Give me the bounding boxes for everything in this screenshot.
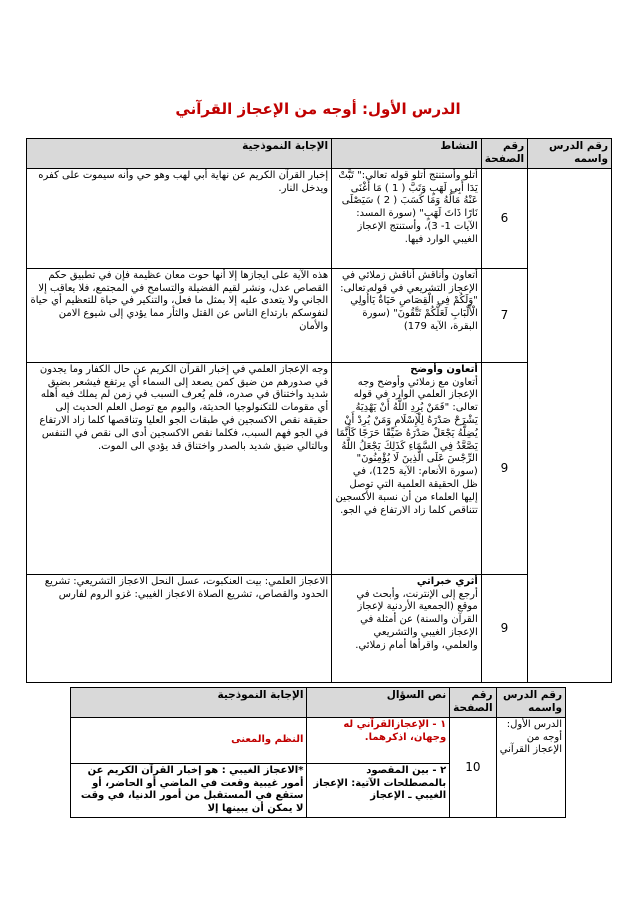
page-cell: 6 (481, 168, 527, 268)
header-question: نص السؤال (307, 688, 450, 718)
header-activity: النشاط (332, 139, 482, 169)
header-page: رقم الصفحة (450, 688, 496, 718)
table-row (27, 574, 612, 682)
table-row (27, 268, 612, 362)
header-lesson: رقم الدرس واسمه (496, 688, 565, 718)
activity-cell (332, 574, 482, 682)
header-lesson: رقم الدرس واسمه (528, 139, 612, 169)
question-cell: ٢ - بين المقصود بالمصطلحات الآتية: الإعجاز الغيبي ـ الإعجاز (307, 763, 450, 817)
header-answer: الإجابة النموذجية (71, 688, 307, 718)
activity-cell (332, 268, 482, 362)
table-header-row (27, 139, 612, 169)
answer-cell: إخبار القرآن الكريم عن نهاية أبي لهب وهو حي وأنه سيموت على كفره ويدخل النار. (27, 168, 332, 268)
activity-cell (332, 168, 482, 268)
activity-text: أتلو وأستنتج أتلو قوله تعالى:" تَبَّتْ يَدَا أَبِي لَهَبٍ وَتَبَّ ( 1 ) مَا أَغْنَى عَنْهُ مَالُهُ وَمَا كَسَبَ ( 2 ) سَيَصْلَى نَارًا ذَاتَ لَهَبٍ" (سورة المسد: الآيات 1- 3)، وأستنتج الإعجاز الغيبي الوارد فيها. (338, 169, 478, 245)
activity-text: أرجع إلى الإنترنت، وأبحث في موقع (الجمعية الأردنية لإعجاز القرآن والسنة) عن أمثلة في الإعجاز الغيبي والتشريعي والعلمي، واقرأها أمام زملائي. (355, 588, 478, 651)
questions-table (70, 687, 566, 818)
table-header-row (71, 688, 566, 718)
table-row (71, 717, 566, 763)
answer-cell: وجه الإعجاز العلمي في إخبار القرآن الكريم عن حال الكفار وما يجدون في صدورهم من ضيق كمن يصعد إلى السماء أي يرتفع فيشعر بضيق شديد واختناق في صدره، فلم يُعرف السبب في زمن لم يملك فيه أهله أي مقومات للتكنولوجيا الحديثة، واليوم مع توصل العلم الحديث إلى حقيقة نقص الاكسجين في طبقات الجو العليا وتناقصها كلما زاد الارتفاع في الجو فهم السبب، فكلما نقص الاكسجين أدى الى نقص في التنفس وبالتالي ضيق شديد بالصدر واختناق قد يؤدي الى الموت. (27, 362, 332, 574)
header-answer: الإجابة النموذجية (27, 139, 332, 169)
activity-title: أتعاون وأوضح (410, 363, 478, 375)
activity-title: أثري خبراتي (416, 575, 478, 587)
answer-cell: هذه الآية على ايجازها إلا أنها حوت معان عظيمة فإن في تطبيق حكم القصاص عدل، ونشر لقيم الفضيلة والتسامح في المجتمع، فلا يعاقب إلا الجاني ولا يتعدى عليه إلا بمثل ما فعل، والتنكير في حياة للتعظيم أي حياة لنفوسكم بارتداع الناس عن القتل والثأر مما يؤدي إلى شيوع الامن والأمان (27, 268, 332, 362)
answer-cell: الاعجاز العلمي: بيت العنكبوت، عسل النحل الاعجاز التشريعي: تشريع الحدود والقصاص، تشريع الصلاة الاعجاز الغيبي: غزو الروم لفارس (27, 574, 332, 682)
table-row (27, 362, 612, 574)
activity-text: أتعاون وأناقش أناقش زملائي في الإعجاز التشريعي في قوله تعالى: "وَلَكُمْ فِي الْقِصَاصِ حَيَاةٌ يَاأُولِي الْأَلْبَابِ لَعَلَّكُمْ تَتَّقُونَ" (سورة البقرة، الآية 179) (340, 269, 478, 333)
activity-cell (332, 362, 482, 574)
answer-cell: *الاعجاز الغيبي : هو إخبار القرآن الكريم عن أمور غيبية وقعت في الماضي أو الحاضر، أو ستقع في المستقبل من أمور الدنيا، في وقت لا يمكن أن يبينها إلا (71, 763, 307, 817)
page-cell: 9 (481, 574, 527, 682)
answer-cell: النظم والمعنى (71, 717, 307, 763)
question-cell: ١ - الإعجازالقرآني له وجهان، اذكرهما. (307, 717, 450, 763)
activity-text: أتعاون مع زملائي وأوضح وجه الإعجاز العلمي الوارد في قوله تعالى: "فَمَنْ يُرِدِ اللَّهُ أَنْ يَهْدِيَهُ يَشْرَحْ صَدْرَهُ لِلْإِسْلَامِ وَمَنْ يُرِدْ أَنْ يُضِلَّهُ يَجْعَلْ صَدْرَهُ ضَيِّقًا حَرَجًا كَأَنَّمَا يَصَّعَّدُ فِي السَّمَاءِ كَذَلِكَ يَجْعَلُ اللَّهُ الرِّجْسَ عَلَى الَّذِينَ لَا يُؤْمِنُونَ" (سورة الأنعام: الآية 125)، في ظل الحقيقة العلمية التي توصل إليها العلماء من أن نسبة الأكسجين تتناقص كلما زاد الارتفاع في الجو. (335, 376, 478, 516)
activities-table (26, 138, 612, 683)
lesson-name-cell: الدرس الأول: أوجه من الإعجاز القرآني (496, 717, 565, 817)
page-cell: 7 (481, 268, 527, 362)
page-title: الدرس الأول: أوجه من الإعجاز القرآني (175, 100, 461, 118)
lesson-cell (528, 168, 612, 682)
page-cell: 10 (450, 717, 496, 817)
header-page: رقم الصفحة (481, 139, 527, 169)
page-cell: 9 (481, 362, 527, 574)
table-row (27, 168, 612, 268)
